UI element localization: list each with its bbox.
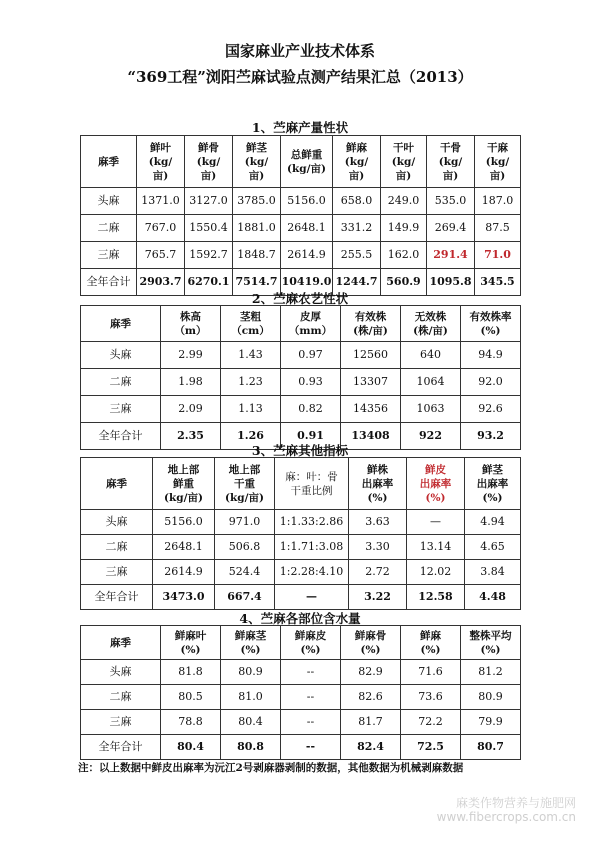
table-cell: 1063 [401,396,461,423]
table-row [81,396,521,423]
row-label: 全年合计 [81,735,161,760]
table-cell: 72.5 [401,735,461,760]
table-cell: 1881.0 [233,215,281,242]
table-row [81,342,521,369]
table-cell: 2614.9 [281,242,333,269]
col-header: 干骨 (kg/ 亩) [427,136,475,188]
table-cell: 1.13 [221,396,281,423]
table-cell: -- [281,685,341,710]
col-header: 有效株 (株/亩) [341,306,401,342]
table-cell: 81.7 [341,710,401,735]
table-cell: 1371.0 [137,188,185,215]
table-cell: 3.22 [349,585,407,610]
table-cell: 1:1.71:3.08 [275,535,349,560]
table-cell: 1064 [401,369,461,396]
table-cell: 1095.8 [427,269,475,296]
table-cell: 78.8 [161,710,221,735]
watermark-url: www.fibercrops.com.cn [436,810,576,824]
table-cell: 4.94 [465,510,521,535]
table-agronomic-traits [80,305,521,450]
table-cell: — [275,585,349,610]
table-cell: 81.2 [461,660,521,685]
col-header: 鲜茎 出麻率 (%) [465,458,521,510]
table-cell: 72.2 [401,710,461,735]
row-label: 头麻 [81,342,161,369]
table-cell: 922 [401,423,461,450]
table-cell: 80.7 [461,735,521,760]
table-cell: 3.84 [465,560,521,585]
table-cell: 80.4 [161,735,221,760]
row-label: 头麻 [81,510,153,535]
col-header: 株高 （m） [161,306,221,342]
table-cell: -- [281,710,341,735]
row-label: 三麻 [81,710,161,735]
table-cell: 73.6 [401,685,461,710]
document-subtitle: “369工程”浏阳苎麻试验点测产结果汇总（2013） [127,68,473,86]
section-title-moisture: 4、苎麻各部位含水量 [239,611,361,626]
table-cell: 81.8 [161,660,221,685]
table-cell: 162.0 [381,242,427,269]
col-header: 鲜麻皮 (%) [281,626,341,660]
table-cell: -- [281,735,341,760]
col-header: 鲜麻骨 (%) [341,626,401,660]
table-cell: 7514.7 [233,269,281,296]
table-cell: 3.63 [349,510,407,535]
table-cell: 971.0 [215,510,275,535]
row-label: 头麻 [81,660,161,685]
table-cell: 4.65 [465,535,521,560]
table-cell: 82.9 [341,660,401,685]
table-cell: 2.09 [161,396,221,423]
table-cell: 524.4 [215,560,275,585]
col-header: 鲜麻 (%) [401,626,461,660]
table-cell: 3785.0 [233,188,281,215]
table-cell: 1.26 [221,423,281,450]
table-total-row [81,735,521,760]
col-header: 鲜麻叶 (%) [161,626,221,660]
table-cell: 13408 [341,423,401,450]
table-header-row [81,306,521,342]
table-cell: 2.99 [161,342,221,369]
col-header: 鲜叶 (kg/ 亩) [137,136,185,188]
col-header: 总鲜重 (kg/亩) [281,136,333,188]
table-header-row [81,136,521,188]
row-label: 全年合计 [81,585,153,610]
table-cell: 187.0 [475,188,521,215]
col-header: 鲜麻茎 (%) [221,626,281,660]
col-header: 麻季 [81,306,161,342]
table-row [81,660,521,685]
table-cell: 1.43 [221,342,281,369]
table-cell: 2.35 [161,423,221,450]
table-cell: 1.98 [161,369,221,396]
table-row [81,369,521,396]
table-row [81,560,521,585]
table-cell: 506.8 [215,535,275,560]
section-title-agronomic: 2、苎麻农艺性状 [251,291,349,306]
table-cell: 92.0 [461,369,521,396]
row-label: 三麻 [81,242,137,269]
table-cell: 255.5 [333,242,381,269]
col-header: 皮厚 （mm） [281,306,341,342]
table-row [81,188,521,215]
table-cell: — [407,510,465,535]
table-total-row [81,585,521,610]
table-cell: 80.8 [221,735,281,760]
table-cell: 82.6 [341,685,401,710]
table-cell: 767.0 [137,215,185,242]
col-header-highlighted: 鲜皮 出麻率 (%) [407,458,465,510]
col-header: 鲜株 出麻率 (%) [349,458,407,510]
table-cell: -- [281,660,341,685]
col-header: 鲜骨 (kg/ 亩) [185,136,233,188]
table-cell: 331.2 [333,215,381,242]
table-cell: 10419.0 [281,269,333,296]
highlighted-cell: 71.0 [475,242,521,269]
col-header: 麻季 [81,136,137,188]
col-header: 茎粗 （cm） [221,306,281,342]
table-cell: 13307 [341,369,401,396]
table-row [81,710,521,735]
section-title-yield: 1、苎麻产量性状 [251,120,349,135]
watermark [437,796,576,824]
table-row [81,242,521,269]
table-cell: 80.9 [461,685,521,710]
row-label: 二麻 [81,369,161,396]
table-cell: 658.0 [333,188,381,215]
highlighted-cell: 291.4 [427,242,475,269]
col-header: 鲜麻 (kg/ 亩) [333,136,381,188]
table-moisture-content [80,625,521,760]
table-cell: 93.2 [461,423,521,450]
table-cell: 80.4 [221,710,281,735]
row-label: 全年合计 [81,269,137,296]
table-cell: 1.23 [221,369,281,396]
table-cell: 345.5 [475,269,521,296]
table-row [81,535,521,560]
col-header: 地上部 鲜重 (kg/亩) [153,458,215,510]
table-header-row [81,458,521,510]
table-cell: 3473.0 [153,585,215,610]
table-other-indicators [80,457,521,610]
table-cell: 1848.7 [233,242,281,269]
row-label: 全年合计 [81,423,161,450]
col-header: 地上部 干重 (kg/亩) [215,458,275,510]
table-yield-traits [80,135,521,296]
row-label: 二麻 [81,535,153,560]
table-cell: 71.6 [401,660,461,685]
col-header: 干叶 (kg/ 亩) [381,136,427,188]
table-cell: 2648.1 [281,215,333,242]
table-cell: 5156.0 [281,188,333,215]
table-cell: 560.9 [381,269,427,296]
table-cell: 0.97 [281,342,341,369]
col-header: 有效株率 (%) [461,306,521,342]
table-cell: 3.30 [349,535,407,560]
table-cell: 535.0 [427,188,475,215]
table-cell: 1:2.28:4.10 [275,560,349,585]
col-header: 无效株 (株/亩) [401,306,461,342]
watermark-site-name: 麻类作物营养与施肥网 [455,796,576,810]
table-cell: 81.0 [221,685,281,710]
table-row [81,215,521,242]
document-title: 国家麻业产业技术体系 [224,42,375,60]
table-cell: 3127.0 [185,188,233,215]
table-cell: 12.58 [407,585,465,610]
row-label: 二麻 [81,685,161,710]
table-cell: 5156.0 [153,510,215,535]
table-cell: 14356 [341,396,401,423]
table-cell: 1592.7 [185,242,233,269]
table-cell: 82.4 [341,735,401,760]
table-cell: 0.91 [281,423,341,450]
table-cell: 6270.1 [185,269,233,296]
table-cell: 2648.1 [153,535,215,560]
table-cell: 1550.4 [185,215,233,242]
table-cell: 269.4 [427,215,475,242]
table-cell: 13.14 [407,535,465,560]
table-cell: 4.48 [465,585,521,610]
table-cell: 249.0 [381,188,427,215]
table-cell: 79.9 [461,710,521,735]
section-title-other: 3、苎麻其他指标 [251,443,349,458]
table-cell: 1244.7 [333,269,381,296]
table-cell: 2903.7 [137,269,185,296]
table-cell: 765.7 [137,242,185,269]
col-header: 麻季 [81,458,153,510]
row-label: 头麻 [81,188,137,215]
table-cell: 2.72 [349,560,407,585]
table-cell: 1:1.33:2.86 [275,510,349,535]
table-row [81,685,521,710]
col-header: 干麻 (kg/ 亩) [475,136,521,188]
table-cell: 149.9 [381,215,427,242]
table-cell: 12.02 [407,560,465,585]
col-header: 麻：叶：骨 干重比例 [275,458,349,510]
col-header: 整株平均 (%) [461,626,521,660]
footnote: 注：以上数据中鲜皮出麻率为沅江2号剥麻器剥制的数据，其他数据为机械剥麻数据 [78,762,464,774]
table-cell: 12560 [341,342,401,369]
table-row [81,510,521,535]
row-label: 三麻 [81,560,153,585]
table-cell: 80.5 [161,685,221,710]
table-cell: 667.4 [215,585,275,610]
row-label: 三麻 [81,396,161,423]
row-label: 二麻 [81,215,137,242]
table-cell: 92.6 [461,396,521,423]
table-cell: 0.93 [281,369,341,396]
table-cell: 640 [401,342,461,369]
table-cell: 2614.9 [153,560,215,585]
table-cell: 87.5 [475,215,521,242]
table-cell: 0.82 [281,396,341,423]
col-header: 鲜茎 (kg/ 亩) [233,136,281,188]
table-header-row [81,626,521,660]
table-cell: 94.9 [461,342,521,369]
table-cell: 80.9 [221,660,281,685]
col-header: 麻季 [81,626,161,660]
